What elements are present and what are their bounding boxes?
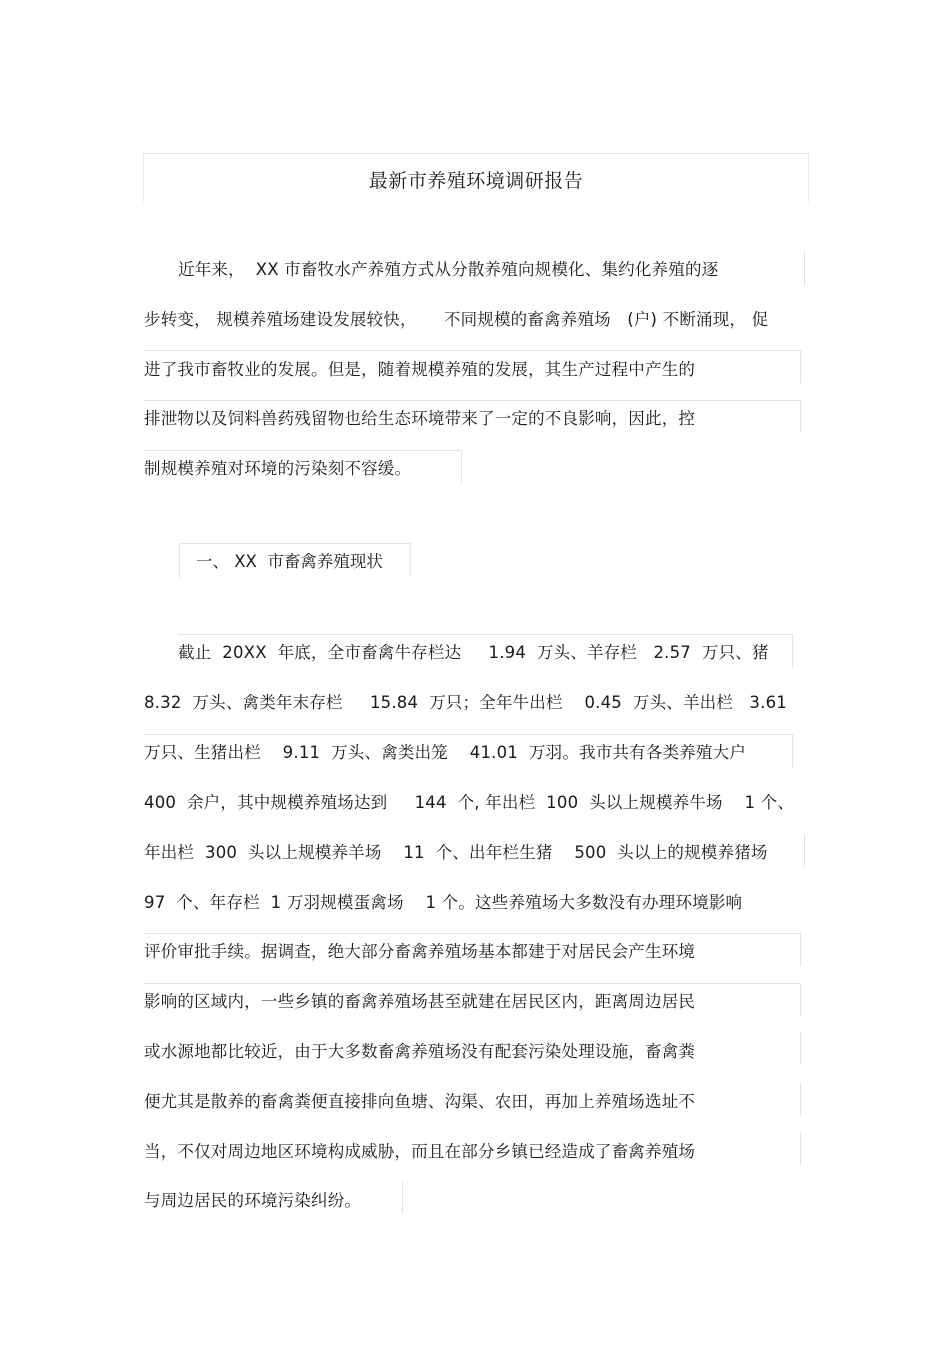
body-line-10: 便尤其是散养的畜禽粪便直接排向鱼塘、沟渠、农田，再加上养殖场选址不: [144, 1092, 696, 1111]
frame-box: [144, 400, 801, 433]
intro-line-1: 近年来， XX 市畜牧水产养殖方式从分散养殖向规模化、集约化养殖的逐: [178, 260, 719, 279]
frame-box: [144, 450, 462, 483]
intro-line-2: 步转变， 规模养殖场建设发展较快， 不同规模的畜禽养殖场 (户) 不断涌现， 促: [144, 310, 769, 329]
body-line-12: 与周边居民的环境污染纠纷。: [144, 1191, 362, 1210]
title-frame: [143, 153, 809, 202]
body-line-1: 截止 20XX 年底，全市畜禽牛存栏达 1.94 万头、羊存栏 2.57 万只、猪: [178, 643, 769, 662]
body-line-11: 当，不仅对周边地区环境构成威胁，而且在部分乡镇已经造成了畜禽养殖场: [144, 1142, 696, 1161]
frame-box: [144, 350, 801, 383]
body-line-8: 影响的区域内，一些乡镇的畜禽养殖场甚至就建在居民区内，距离周边居民: [144, 992, 696, 1011]
body-line-4: 400 余户，其中规模养殖场达到 144 个, 年出栏 100 头以上规模养牛场 1 个、: [144, 793, 795, 812]
body-line-2: 8.32 万头、禽类年末存栏 15.84 万只；全年牛出栏 0.45 万头、羊出栏 3.61: [144, 693, 787, 712]
frame-line: [804, 252, 805, 286]
frame-line: [800, 1033, 801, 1065]
document-title: 最新市养殖环境调研报告: [368, 170, 584, 192]
body-line-7: 评价审批手续。据调查，绝大部分畜禽养殖场基本都建于对居民会产生环境: [144, 942, 696, 961]
frame-line: [800, 1083, 801, 1115]
body-line-6: 97 个、年存栏 1 万羽规模蛋禽场 1 个。这些养殖场大多数没有办理环境影响: [144, 893, 743, 912]
frame-line: [804, 834, 805, 866]
intro-line-3: 进了我市畜牧业的发展。但是，随着规模养殖的发展，其生产过程中产生的: [144, 360, 696, 379]
frame-line: [800, 1133, 801, 1165]
body-line-9: 或水源地都比较近，由于大多数畜禽养殖场没有配套污染处理设施，畜禽粪: [144, 1042, 696, 1061]
intro-line-4: 排泄物以及饲料兽药残留物也给生态环境带来了一定的不良影响，因此，控: [144, 409, 696, 428]
frame-line: [402, 1182, 403, 1214]
body-line-3: 万只、生猪出栏 9.11 万头、禽类出笼 41.01 万羽。我市共有各类养殖大户: [144, 743, 747, 762]
section-heading: 一、 XX 市畜禽养殖现状: [196, 552, 383, 571]
body-line-5: 年出栏 300 头以上规模养羊场 11 个、出年栏生猪 500 头以上的规模养猪场: [144, 843, 768, 862]
intro-line-5: 制规模养殖对环境的污染刻不容缓。: [144, 459, 412, 478]
